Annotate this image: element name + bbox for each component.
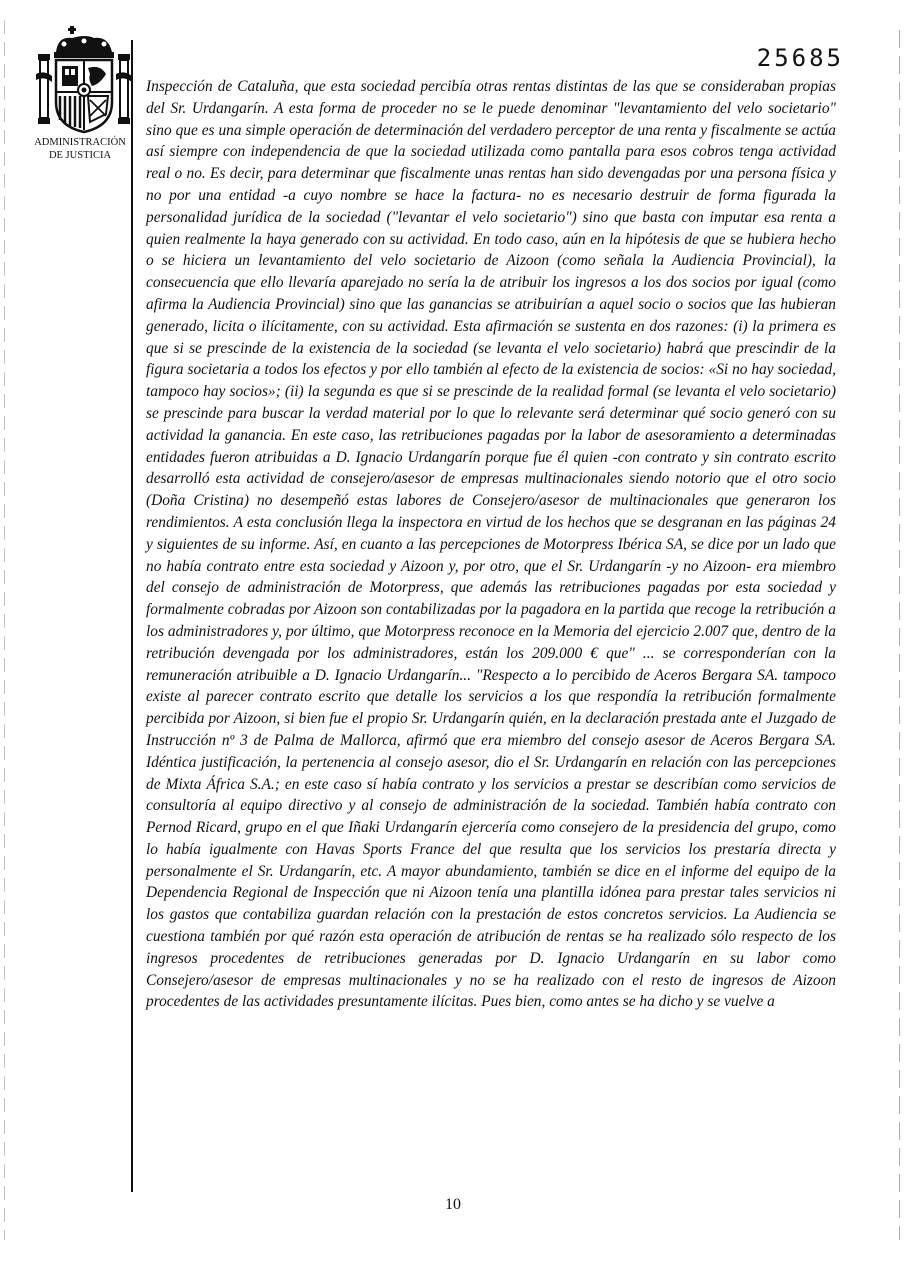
seal-caption xyxy=(22,136,138,162)
seal-caption-line2: DE JUSTICIA xyxy=(48,150,112,161)
page-number: 10 xyxy=(445,1196,461,1213)
seal-caption-line1: ADMINISTRACIÓN xyxy=(34,137,126,148)
body-text xyxy=(146,76,836,1013)
margin-rule xyxy=(131,40,133,1192)
scan-edge-right xyxy=(899,30,900,1240)
coat-of-arms-seal xyxy=(34,24,134,136)
body-paragraph: Inspección de Cataluña, que esta sociedad percibía otras rentas distintas de las que se consideraban propias del Sr. Urdangarín. A esta forma de proceder no se le puede denominar "levantamiento del velo societario" sino que es una simple operación de determinación del verdadero perceptor de una renta y fiscalmente se actúa así siempre con independencia de que la sociedad utilizada como pantalla para esos cobros tenga actividad real o no. Es decir, para determinar que fiscalmente unas rentas han sido devengadas por una persona física y no por una entidad -a cuyo nombre se hace la factura- no es necesario destruir de forma figurada la personalidad jurídica de la sociedad ("levantar el velo societario") sino que basta con imputar esa renta a quien realmente la haya generado con su actividad. En todo caso, aún en la hipótesis de que se hubiera hecho o se hiciera un levantamiento del velo societario de Aizoon (como señala la Audiencia Provincial), la consecuencia que ello llevaría aparejado no sería la de atribuir los ingresos a los dos socios por igual (como afirma la Audiencia Provincial) sino que las ganancias se atribuirían a aquel socio o socios que las hubieran generado, licita o ilícitamente, con su actividad. Esta afirmación se sustenta en dos razones: (i) la primera es que si se prescinde de la existencia de la sociedad (se levanta el velo societario) habrá que prescindir de la figura societaria a todos los efectos y por ello también al efecto de la existencia de socios: «Si no hay sociedad, tampoco hay socios»; (ii) la segunda es que si se prescinde de la realidad formal (se levanta el velo societario) se prescinde para buscar la verdad material por lo que lo relevante será determinar qué socio generó con su actividad la ganancia. En este caso, las retribuciones pagadas por la labor de asesoramiento a determinadas entidades fueron atribuidas a D. Ignacio Urdangarín porque fue él quien -con contrato y sin contrato escrito desarrolló esta actividad de consejero/asesor de empresas multinacionales siendo notorio que el otro socio (Doña Cristina) no desempeñó estas labores de Consejero/asesor de multinacionales que generaron los rendimientos. A esta conclusión llega la inspectora en virtud de los hechos que se desgranan en las páginas 24 y siguientes de su informe. Así, en cuanto a las percepciones de Motorpress Ibérica SA, se dice por un lado que no había contrato entre esta sociedad y Aizoon y, por otro, que el Sr. Urdangarín -y no Aizoon- era miembro del consejo de administración de Motorpress, que además las retribuciones pagadas por esta sociedad y formalmente cobradas por Aizoon son contabilizadas por la pagadora en la partida que recoge la retribución a los administradores y, por último, que Motorpress reconoce en la Memoria del ejercicio 2.007 que, dentro de la retribución devengada por los administradores, están los 209.000 € que" ... se corresponderían con la remuneración atribuible a D. Ignacio Urdangarín... "Respecto a lo percibido de Aceros Bergara SA. tampoco existe al parecer contrato escrito que detalle los servicios a los que respondía la retribución formalmente percibida por Aizoon, si bien fue el propio Sr. Urdangarín quién, en la declaración prestada ante el Juzgado de Instrucción nº 3 de Palma de Mallorca, afirmó que era miembro del consejo asesor de Aceros Bergara SA. Idéntica justificación, la pertenencia al consejo asesor, dio el Sr. Urdangarín en relación con las percepciones de Mixta África S.A.; en este caso sí había contrato y los servicios a prestar se describían como servicios de consultoría al equipo directivo y al consejo de administración de la sociedad. También había contrato con Pernod Ricard, grupo en el que Iñaki Urdangarín ejercería como consejero de la presidencia del grupo, como lo había igualmente con Havas Sports France del que resulta que los servicios los prestaría directa y personalmente el Sr. Urdangarín, etc. A mayor abundamiento, también se dice en el informe del equipo de la Dependencia Regional de Inspección que ni Aizoon tenía una plantilla idónea para prestar tales servicios ni los gastos que contabiliza guardan relación con la prestación de estos concretos servicios. La Audiencia se cuestiona también por qué razón esta operación de atribución de rentas se ha realizado sólo respecto de los ingresos procedentes de retribuciones generadas por D. Ignacio Urdangarín en su labor como Consejero/asesor de empresas multinacionales y no se ha realizado con el resto de ingresos de Aizoon procedentes de las actividades presuntamente ilícitas. Pues bien, como antes se ha dicho y se vuelve a xyxy=(146,78,836,1011)
document-number: 25685 xyxy=(756,44,844,72)
scan-edge-left xyxy=(4,20,5,1240)
